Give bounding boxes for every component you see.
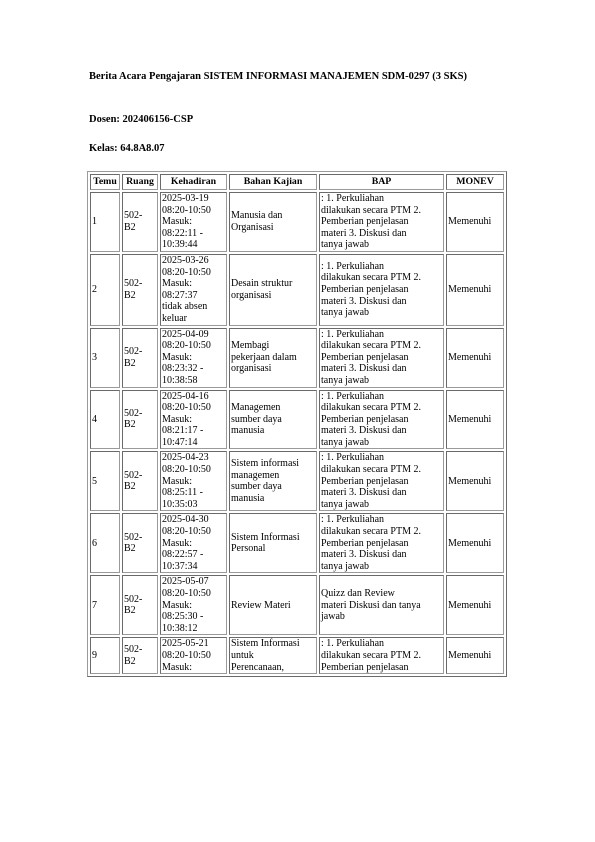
cell-monev: Memenuhi — [446, 390, 504, 450]
cell-bap: : 1. Perkuliahan dilakukan secara PTM 2. Pemberian penjelasan materi 3. Diskusi dan tanya jawab — [319, 513, 444, 573]
table-row — [90, 451, 504, 511]
cell-bahan-kajian: Sistem Informasi untuk Perencanaan, — [229, 637, 317, 674]
cell-temu: 4 — [90, 390, 120, 450]
cell-monev: Memenuhi — [446, 254, 504, 326]
cell-bap: : 1. Perkuliahan dilakukan secara PTM 2. Pemberian penjelasan materi 3. Diskusi dan tanya jawab — [319, 254, 444, 326]
cell-bap: : 1. Perkuliahan dilakukan secara PTM 2. Pemberian penjelasan materi 3. Diskusi dan tanya jawab — [319, 390, 444, 450]
cell-bahan-kajian: Manusia dan Organisasi — [229, 192, 317, 252]
cell-temu: 9 — [90, 637, 120, 674]
cell-bahan-kajian: Sistem Informasi Personal — [229, 513, 317, 573]
cell-ruang: 502- B2 — [122, 451, 158, 511]
cell-kehadiran: 2025-03-26 08:20-10:50 Masuk: 08:27:37 tidak absen keluar — [160, 254, 227, 326]
table-row — [90, 254, 504, 326]
cell-bap: : 1. Perkuliahan dilakukan secara PTM 2. Pemberian penjelasan materi 3. Diskusi dan tanya jawab — [319, 328, 444, 388]
cell-bahan-kajian: Membagi pekerjaan dalam organisasi — [229, 328, 317, 388]
class-label: Kelas: 64.8A8.07 — [89, 143, 165, 154]
cell-temu: 2 — [90, 254, 120, 326]
table-row — [90, 575, 504, 635]
cell-monev: Memenuhi — [446, 328, 504, 388]
header-monev: MONEV — [446, 174, 504, 190]
cell-ruang: 502- B2 — [122, 328, 158, 388]
cell-ruang: 502- B2 — [122, 637, 158, 674]
cell-ruang: 502- B2 — [122, 192, 158, 252]
cell-monev: Memenuhi — [446, 513, 504, 573]
cell-temu: 7 — [90, 575, 120, 635]
document-title: Berita Acara Pengajaran SISTEM INFORMASI MANAJEMEN SDM-0297 (3 SKS) — [89, 71, 467, 82]
cell-bahan-kajian: Sistem informasi managemen sumber daya manusia — [229, 451, 317, 511]
cell-kehadiran: 2025-05-21 08:20-10:50 Masuk: — [160, 637, 227, 674]
header-kehadiran: Kehadiran — [160, 174, 227, 190]
cell-bahan-kajian: Managemen sumber daya manusia — [229, 390, 317, 450]
header-ruang: Ruang — [122, 174, 158, 190]
cell-kehadiran: 2025-03-19 08:20-10:50 Masuk: 08:22:11 - 10:39:44 — [160, 192, 227, 252]
table-row — [90, 637, 504, 674]
lecturer-label: Dosen: 202406156-CSP — [89, 114, 194, 125]
cell-bahan-kajian: Review Materi — [229, 575, 317, 635]
cell-temu: 3 — [90, 328, 120, 388]
cell-ruang: 502- B2 — [122, 390, 158, 450]
cell-ruang: 502- B2 — [122, 513, 158, 573]
cell-temu: 1 — [90, 192, 120, 252]
header-temu: Temu — [90, 174, 120, 190]
cell-bap: Quizz dan Review materi Diskusi dan tanya jawab — [319, 575, 444, 635]
table-row — [90, 192, 504, 252]
attendance-table — [87, 171, 507, 677]
header-bap: BAP — [319, 174, 444, 190]
cell-kehadiran: 2025-05-07 08:20-10:50 Masuk: 08:25:30 - 10:38:12 — [160, 575, 227, 635]
cell-monev: Memenuhi — [446, 575, 504, 635]
cell-kehadiran: 2025-04-23 08:20-10:50 Masuk: 08:25:11 - 10:35:03 — [160, 451, 227, 511]
header-bahan-kajian: Bahan Kajian — [229, 174, 317, 190]
table-row — [90, 390, 504, 450]
cell-kehadiran: 2025-04-30 08:20-10:50 Masuk: 08:22:57 - 10:37:34 — [160, 513, 227, 573]
table-row — [90, 513, 504, 573]
cell-monev: Memenuhi — [446, 451, 504, 511]
cell-kehadiran: 2025-04-09 08:20-10:50 Masuk: 08:23:32 - 10:38:58 — [160, 328, 227, 388]
cell-temu: 6 — [90, 513, 120, 573]
cell-bap: : 1. Perkuliahan dilakukan secara PTM 2. Pemberian penjelasan materi 3. Diskusi dan tanya jawab — [319, 192, 444, 252]
cell-ruang: 502- B2 — [122, 254, 158, 326]
table-row — [90, 328, 504, 388]
cell-monev: Memenuhi — [446, 192, 504, 252]
cell-kehadiran: 2025-04-16 08:20-10:50 Masuk: 08:21:17 - 10:47:14 — [160, 390, 227, 450]
cell-bahan-kajian: Desain struktur organisasi — [229, 254, 317, 326]
cell-ruang: 502- B2 — [122, 575, 158, 635]
cell-monev: Memenuhi — [446, 637, 504, 674]
table-header-row — [90, 174, 504, 190]
cell-bap: : 1. Perkuliahan dilakukan secara PTM 2. Pemberian penjelasan — [319, 637, 444, 674]
cell-temu: 5 — [90, 451, 120, 511]
cell-bap: : 1. Perkuliahan dilakukan secara PTM 2. Pemberian penjelasan materi 3. Diskusi dan tanya jawab — [319, 451, 444, 511]
